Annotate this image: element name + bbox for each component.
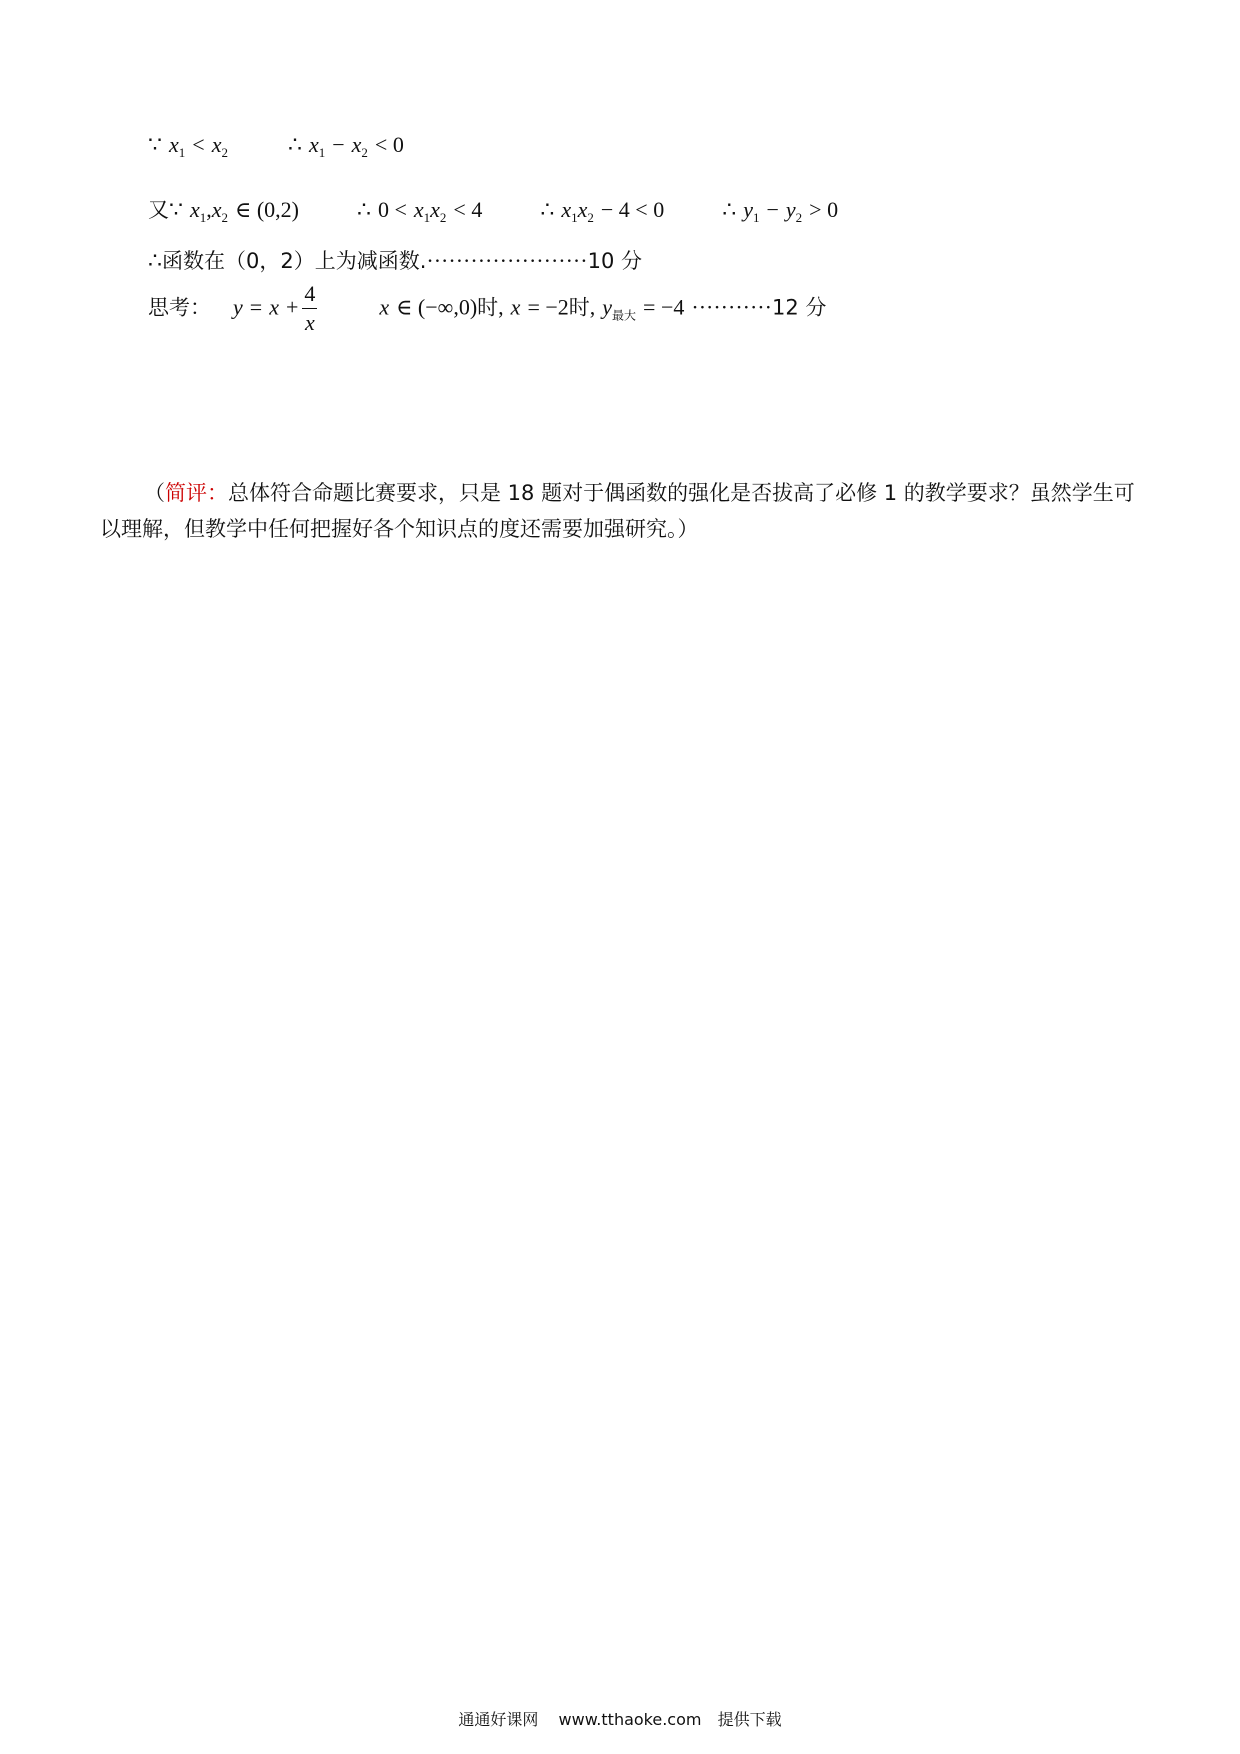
- conclusion-line: ∴函数在（0，2）上为减函数.······················10 分: [148, 248, 642, 273]
- footer-suffix: 提供下载: [717, 1710, 782, 1729]
- footer-site-name: 通通好课网: [458, 1710, 539, 1729]
- therefore-symbol: ∴: [148, 248, 162, 273]
- therefore-symbol: ∴: [722, 197, 737, 222]
- because-symbol: ∵: [148, 132, 162, 157]
- comment-label: 简评：: [165, 481, 228, 505]
- math-line-1: ∵ $x_1 < x_2$ ∴ $x_1 - x_2 < 0$: [148, 132, 404, 160]
- therefore-symbol: ∴: [356, 197, 371, 222]
- fraction-4-over-x: $\frac{4}{x}$: [304, 281, 316, 335]
- therefore-symbol: ∴: [540, 197, 555, 222]
- therefore-symbol: ∴: [287, 132, 302, 157]
- comment-paragraph: （简评：总体符合命题比赛要求，只是 18 题对于偶函数的强化是否拔高了必修 1 的教学要求？虽然学生可以理解，但教学中任何把握好各个知识点的度还需要加强研究。）: [100, 481, 1135, 541]
- footer-url: www.tthaoke.com: [558, 1710, 702, 1729]
- comment-text: 总体符合命题比赛要求，只是 18 题对于偶函数的强化是否拔高了必修 1 的教学要求？虽然学生可以理解，但教学中任何把握好各个知识点的度还需要加强研究。）: [100, 481, 1135, 541]
- thinking-line: 思考： y = x + $\frac{4}{x}$ x ∈ (−∞,0)时, x = −2时, $y_{最大} = -4 \cdot\cdot\cdot\cdot\cdot\cdot\cdot\cdot\cdot\cdot\cdot 12$ 分: [148, 281, 827, 335]
- leader-dots: ······················: [426, 248, 588, 273]
- math-line-2: 又∵ $x_1,x_2$ ∈ (0,2) ∴ $0 < x_1x_2 < 4$ ∴ $x_1x_2 - 4 < 0$ ∴ $y_1 - y_2 > 0$: [148, 197, 839, 225]
- leader-dots: ···········: [691, 294, 772, 320]
- page-footer: [0, 1707, 1240, 1730]
- score-label: 10 分: [587, 249, 642, 273]
- score-label: 12 分: [771, 295, 827, 320]
- because-symbol: ∵: [169, 197, 183, 222]
